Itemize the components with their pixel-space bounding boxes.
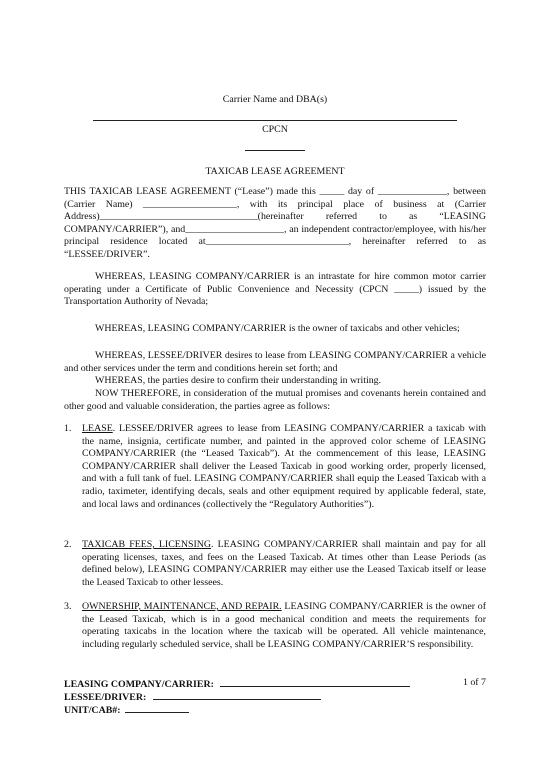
section-body: LEASING COMPANY/CARRIER is the owner of the Leased Taxicab, which is in a good mechanical condition and meets the requirements for operating taxicabs in the location where the taxicab will be operated. All vehicle maintenance, including regularly scheduled service, shall be LEASING COMPANY/CARRIER’S responsibility. <box>82 601 486 650</box>
section-heading: OWNERSHIP, MAINTENANCE, AND REPAIR. <box>82 601 282 612</box>
unit-cab-line <box>125 703 189 713</box>
section-number: 2. <box>64 539 72 550</box>
unit-cab-label: UNIT/CAB#: <box>64 705 121 716</box>
cpcn-line <box>245 150 305 151</box>
leasing-signature-line <box>220 677 410 687</box>
leasing-company-label: LEASING COMPANY/CARRIER: <box>64 679 214 690</box>
page-indicator: 1 of 7 <box>462 677 486 688</box>
whereas-clause-2: WHEREAS, LEASING COMPANY/CARRIER is the owner of taxicabs and other vehicles; <box>95 323 460 334</box>
carrier-name-line <box>93 120 457 121</box>
section-lease <box>64 423 486 511</box>
section-body: . LESSEE/DRIVER agrees to lease from LEASING COMPANY/CARRIER a taxicab with the name, insignia, certificate number, and painted in the approved color scheme of LEASING COMPANY/CARRIER (the “Leased Taxicab”). At the commencement of this lease, LEASING COMPANY/CARRIER shall deliver the Leased Taxicab in good working order, properly licensed, and with a full tank of fuel. LEASING COMPANY/CARRIER shall equip the Leased Taxicab with a radio, taximeter, identifying decals, seals and other equipment required by applicable federal, state, and local laws and ordinances (collectively the “Regulatory Authorities”). <box>82 423 486 510</box>
whereas-clause-3: WHEREAS, LESSEE/DRIVER desires to lease from LEASING COMPANY/CARRIER a vehicle and other services under the term and conditions herein set forth; and <box>64 350 486 374</box>
section-number: 1. <box>64 423 72 434</box>
section-taxicab-fees <box>64 539 486 589</box>
section-body: . LEASING COMPANY/CARRIER shall maintain and pay for all operating licenses, taxes, and fees on the Leased Taxicab. At times other than Lease Periods (as defined below), LEASING COMPANY/CARRIER may either use the Leased Taxicab itself or lease the Leased Taxicab to other lessees. <box>82 539 486 588</box>
document-title: TAXICAB LEASE AGREEMENT <box>205 166 345 177</box>
section-heading: TAXICAB FEES, LICENSING <box>82 539 212 550</box>
lessee-driver-label: LESSEE/DRIVER: <box>64 692 147 703</box>
whereas-clause-4: WHEREAS, the parties desire to confirm their understanding in writing. <box>95 375 382 386</box>
carrier-name-label: Carrier Name and DBA(s) <box>222 94 328 105</box>
lessee-signature-line <box>153 690 321 700</box>
section-heading: LEASE <box>82 423 113 434</box>
now-therefore-clause: NOW THEREFORE, in consideration of the mutual promises and covenants herein contained and other good and valuable consideration, the parties agree as follows: <box>64 388 486 412</box>
footer-unit-row <box>64 703 486 718</box>
section-ownership <box>64 601 486 651</box>
cpcn-label: CPCN <box>262 124 288 135</box>
intro-paragraph: THIS TAXICAB LEASE AGREEMENT (“Lease”) made this _____ day of ______________, between (Carrier Name) ___________________, with its principal place of business at (Carrier Address)________________________________(hereinafter referred to as “LEASING COMPANY/CARRIER”), and____________________, an independent contractor/employee, with his/her principal residence located at_____________________________, hereinafter referred to as “LESSEE/DRIVER”. <box>64 186 486 260</box>
section-number: 3. <box>64 601 72 612</box>
whereas-clause-1: WHEREAS, LEASING COMPANY/CARRIER is an intrastate for hire common motor carrier operating under a Certificate of Public Convenience and Necessity (CPCN _____) issued by the Transportation Authority of Nevada; <box>64 271 486 308</box>
